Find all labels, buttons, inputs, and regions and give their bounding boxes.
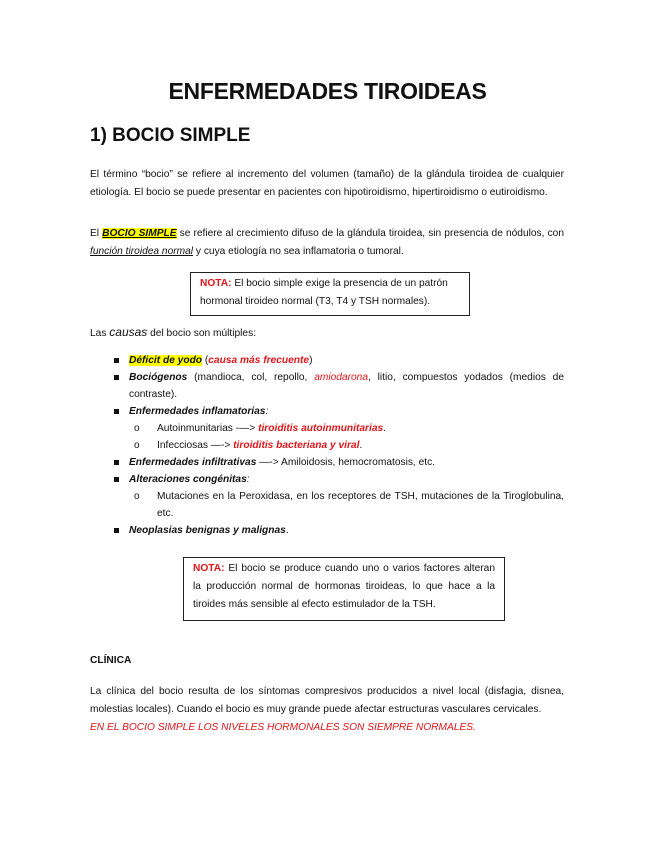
note-label: NOTA:: [200, 278, 232, 289]
list-item: Alteraciones congénitas: o Mutaciones en la Peroxidasa, en los receptores de TSH, mutaciones de la Tiroglobulina, etc.: [90, 471, 564, 522]
list-item: Enfermedades infiltrativas —-> Amiloidosis, hemocromatosis, etc.: [90, 454, 564, 471]
note-label: NOTA:: [193, 563, 225, 574]
document-title: ENFERMEDADES TIROIDEAS: [168, 78, 487, 104]
note-box-2: [183, 557, 505, 621]
causes-list: [90, 352, 564, 539]
clinica-red-note: EN EL BOCIO SIMPLE LOS NIVELES HORMONALES SON SIEMPRE NORMALES.: [90, 722, 476, 733]
note-text: El bocio simple exige la presencia de un patrón hormonal tiroideo normal (T3, T4 y TSH normales).: [200, 278, 448, 307]
sub-list-item: o Infecciosas —-> tiroiditis bacteriana y viral.: [129, 437, 564, 454]
list-item: Bociógenos (mandioca, col, repollo, amiodarona, litio, compuestos yodados (medios de contraste).: [90, 369, 564, 403]
clinica-heading: CLÍNICA: [90, 655, 132, 666]
clinica-paragraph: La clínica del bocio resulta de los síntomas compresivos producidos a nivel local (disfagia, disnea, molestias locales). Cuando el bocio es muy grande puede afectar estructuras vasculares cervicales. EN EL BOCIO SIMPLE LOS NIVELES HORMONALES SON SIEMPRE NORMALES.: [90, 686, 564, 733]
list-item: Neoplasias benignas y malignas.: [90, 522, 564, 539]
list-item: Enfermedades inflamatorias: o Autoinmunitarias -—> tiroiditis autoinmunitarias. o Infecciosas —-> tiroiditis bacteriana y viral.: [90, 403, 564, 454]
intro-paragraph: El término “bocio” se refiere al incremento del volumen (tamaño) de la glándula tiroidea de cualquier etiología. El bocio se puede presentar en pacientes con hipotiroidismo, hipertiroidismo o eutiroidismo.: [90, 169, 564, 198]
sub-list: [129, 488, 564, 522]
note-text: El bocio se produce cuando uno o varios factores alteran la producción normal de hormonas tiroideas, lo que hace a la tiroides más sensible al efecto estimulador de la TSH.: [193, 563, 495, 610]
list-item: Déficit de yodo (causa más frecuente): [90, 352, 564, 369]
highlighted-term: BOCIO SIMPLE: [102, 228, 177, 239]
section-title: 1) BOCIO SIMPLE: [90, 125, 251, 146]
causes-intro: Las causas del bocio son múltiples:: [90, 325, 257, 339]
sub-list: [129, 420, 564, 454]
underlined-term: función tiroidea normal: [90, 246, 194, 257]
note-box-1: [190, 272, 470, 316]
sub-list-item: o Mutaciones en la Peroxidasa, en los receptores de TSH, mutaciones de la Tiroglobulina, etc.: [129, 488, 564, 522]
definition-paragraph: El BOCIO SIMPLE se refiere al crecimiento difuso de la glándula tiroidea, sin presencia de nódulos, con función tiroidea normal y cuya etiología no sea inflamatoria o tumoral.: [90, 228, 564, 257]
sub-list-item: o Autoinmunitarias -—> tiroiditis autoinmunitarias.: [129, 420, 564, 437]
